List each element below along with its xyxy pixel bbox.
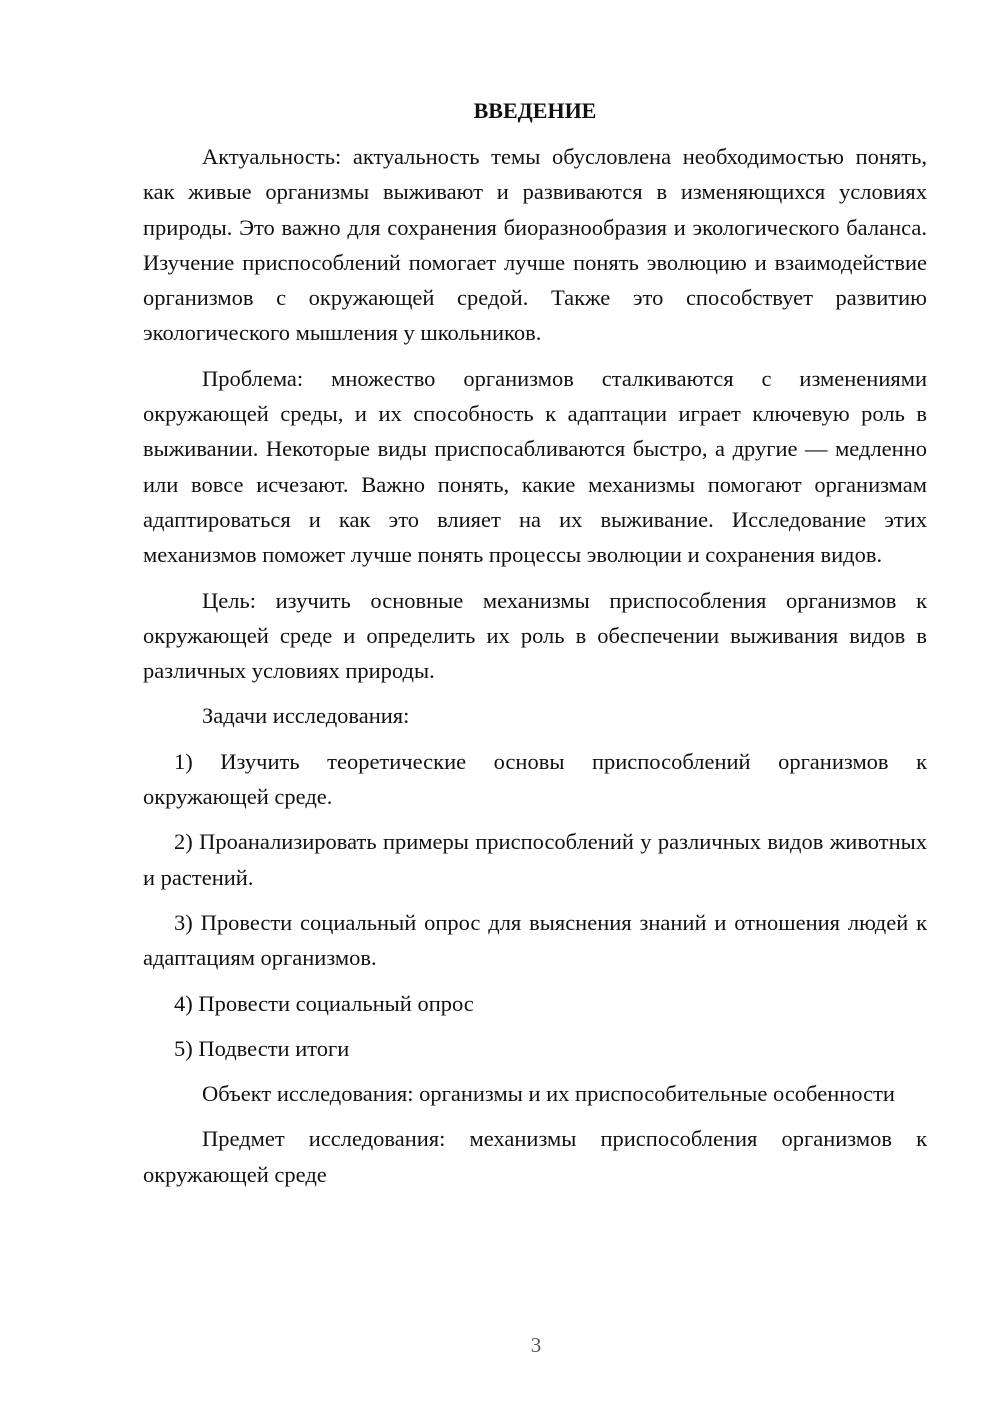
page-content (143, 93, 927, 1202)
page-title: ВВЕДЕНИЕ (473, 98, 597, 123)
relevance-paragraph: Актуальность: актуальность темы обусловлена необходимостью понять, как живые организмы выживают и развиваются в изменяющихся условиях природы. Это важно для сохранения биоразнообразия и экологического баланса. Изучение приспособлений помогает лучше понять эволюцию и взаимодействие организмов с окружающей средой. Также это способствует развитию экологического мышления у школьников. (143, 144, 927, 346)
task-item: 5) Подвести итоги (174, 1035, 350, 1061)
page-number: 3 (530, 1333, 542, 1357)
task-item: 1) Изучить теоретические основы приспособлений организмов к окружающей среде. (143, 748, 927, 810)
tasks-heading: Задачи исследования: (202, 703, 410, 729)
task-item: 3) Провести социальный опрос для выяснения знаний и отношения людей к адаптациям организмов. (143, 909, 927, 971)
research-object-paragraph: Объект исследования: организмы и их приспособительные особенности (202, 1081, 895, 1107)
task-item: 4) Провести социальный опрос (174, 990, 474, 1016)
goal-paragraph: Цель: изучить основные механизмы приспособления организмов к окружающей среде и определить их роль в обеспечении выживания видов в различных условиях природы. (143, 587, 927, 684)
research-subject-paragraph: Предмет исследования: механизмы приспособления организмов к окружающей среде (143, 1126, 927, 1187)
problem-paragraph: Проблема: множество организмов сталкиваются с изменениями окружающей среды, и их способность к адаптации играет ключевую роль в выживании. Некоторые виды приспосабливаются быстро, а другие — медленно или вовсе исчезают. Важно понять, какие механизмы помогают организмам адаптироваться и как это влияет на их выживание. Исследование этих механизмов поможет лучше понять процессы эволюции и сохранения видов. (143, 365, 927, 568)
task-item: 2) Проанализировать примеры приспособлений у различных видов животных и растений. (143, 829, 927, 890)
